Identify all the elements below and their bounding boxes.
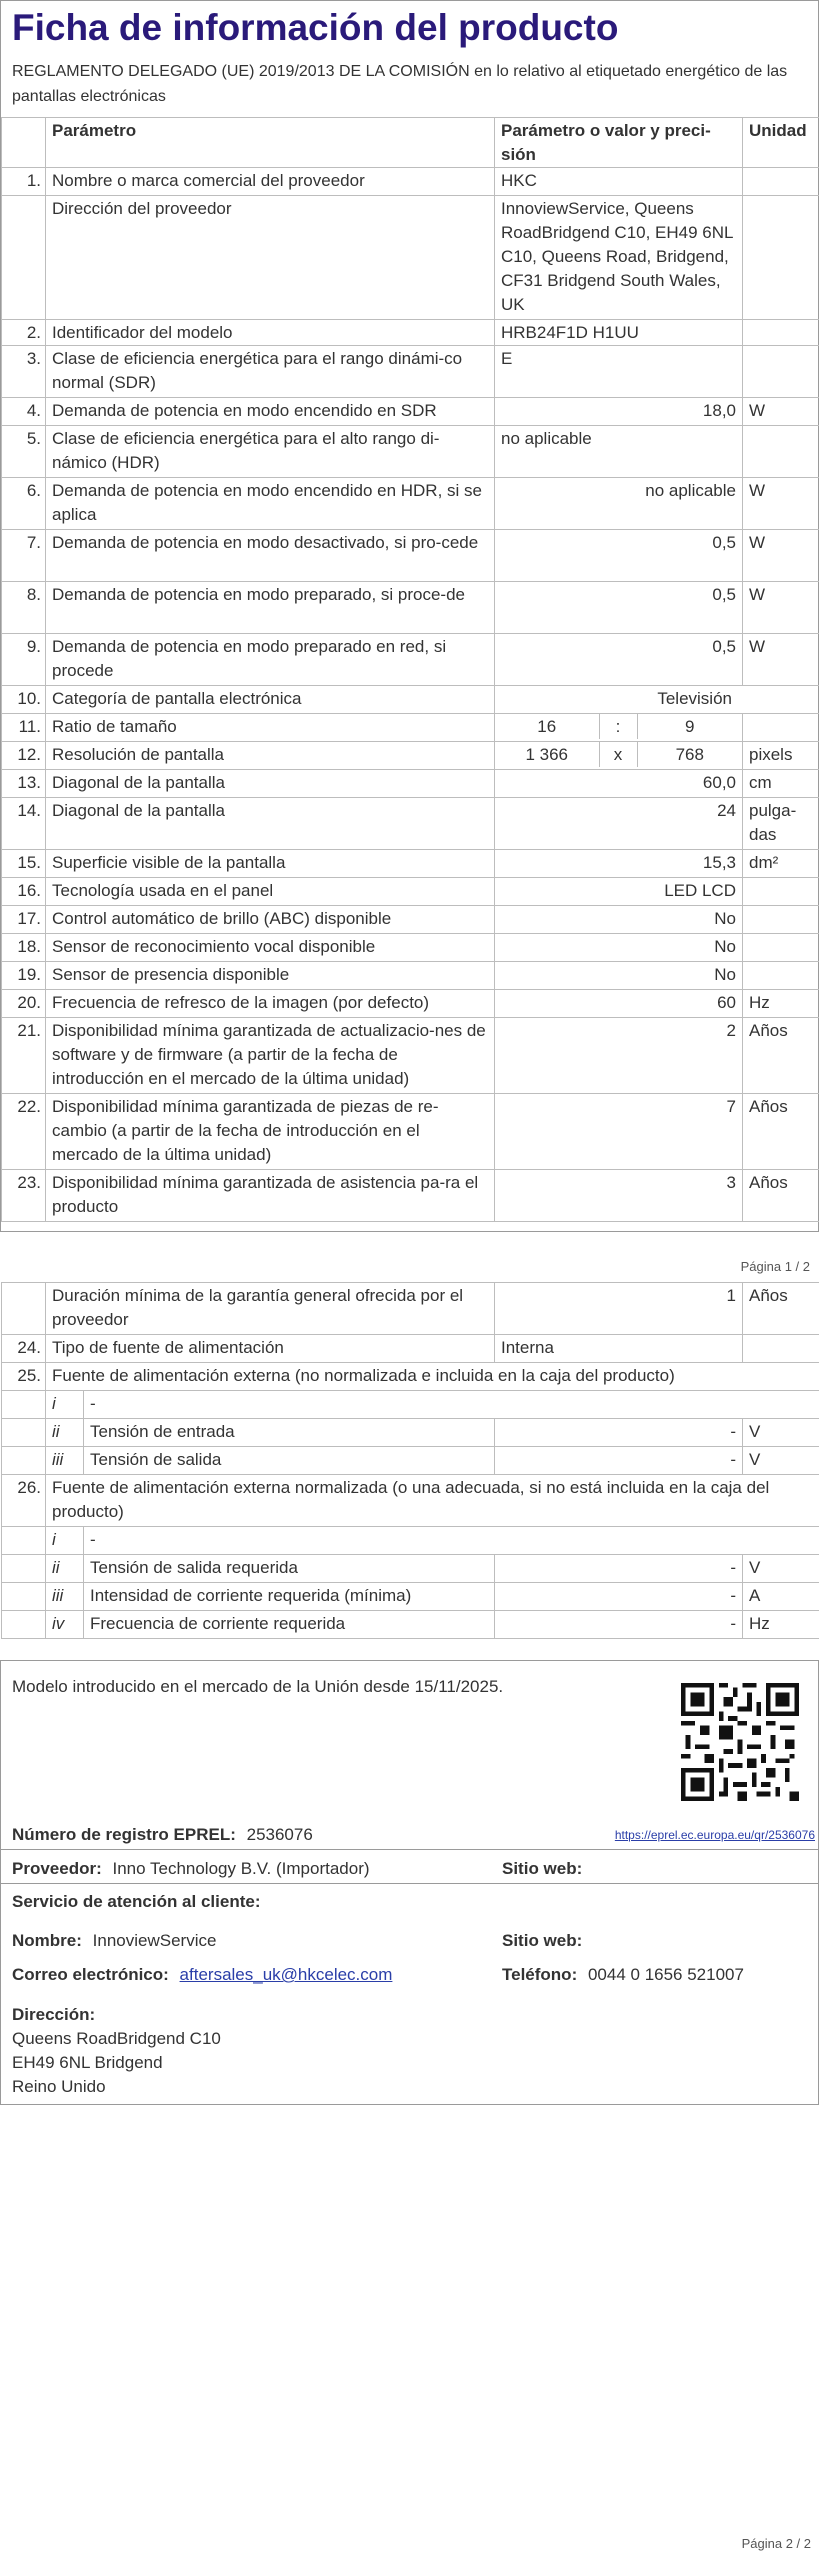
table-row: 5. Clase de eficiencia energética para el alto rango di-námico (HDR) no aplicable (2, 426, 819, 478)
customer-service-heading: Servicio de atención al cliente: (12, 1892, 261, 1911)
address-line-3: Reino Unido (12, 2077, 106, 2096)
page-number: Página 1 / 2 (740, 1259, 810, 1274)
table-row: ii Tensión de salida requerida - V (2, 1555, 819, 1583)
table-row: 17. Control automático de brillo (ABC) disponible No (2, 906, 819, 934)
table-row: 18. Sensor de reconocimiento vocal disponible No (2, 934, 819, 962)
table-row: iii Intensidad de corriente requerida (mínima) - A (2, 1583, 819, 1611)
table-row: 26. Fuente de alimentación externa normalizada (o una adecuada, si no está incluida en la caja del producto) (2, 1475, 819, 1527)
table-row: 25. Fuente de alimentación externa (no normalizada e incluida en la caja del producto) (2, 1363, 819, 1391)
table-row: 14. Diagonal de la pantalla 24 pulga-das (2, 798, 819, 850)
email-link[interactable]: aftersales_uk@hkcelec.com (179, 1965, 393, 1984)
address-line-2: EH49 6NL Bridgend (12, 2053, 163, 2072)
table-row: iv Frecuencia de corriente requerida - Hz (2, 1611, 819, 1639)
eprel-label: Número de registro EPREL: (12, 1825, 236, 1844)
table-row: 21. Disponibilidad mínima garantizada de actualizacio-nes de software y de firmware (a partir de la fecha de introducción en el mercado de la última unidad) 2 Años (2, 1018, 819, 1094)
regulation-subtitle: REGLAMENTO DELEGADO (UE) 2019/2013 DE LA COMISIÓN en lo relativo al etiquetado energético de las pantallas electrónicas (12, 63, 788, 105)
value-header: Parámetro o valor y preci-sión (495, 118, 743, 168)
table-row: 2. Identificador del modelo HRB24F1D H1UU (2, 320, 819, 346)
divider (1, 1883, 818, 1884)
table-row: 3. Clase de eficiencia energética para el rango dinámi-co normal (SDR) E (2, 346, 819, 398)
table-row: 8. Demanda de potencia en modo preparado, si proce-de 0,5 W (2, 582, 819, 634)
table-row: Duración mínima de la garantía general ofrecida por el proveedor 1 Años (2, 1283, 819, 1335)
name-value: InnoviewService (92, 1931, 217, 1950)
table-row: 7. Demanda de potencia en modo desactivado, si pro-cede 0,5 W (2, 530, 819, 582)
supplier-value: Inno Technology B.V. (Importador) (112, 1859, 370, 1878)
supplier-info-box (0, 1660, 819, 2105)
table-row: 9. Demanda de potencia en modo preparado en red, si procede 0,5 W (2, 634, 819, 686)
eprel-number: 2536076 (246, 1825, 313, 1844)
phone-value: 0044 0 1656 521007 (587, 1965, 744, 1984)
table-row: 24. Tipo de fuente de alimentación Interna (2, 1335, 819, 1363)
table-row: 1. Nombre o marca comercial del proveedor HKC (2, 168, 819, 196)
table-row: 16. Tecnología usada en el panel LED LCD (2, 878, 819, 906)
service-website-label: Sitio web: (502, 1931, 583, 1950)
address-line-1: Queens RoadBridgend C10 (12, 2029, 221, 2048)
table-row: 12. Resolución de pantalla 1 366 x 768 pixels (2, 742, 819, 770)
divider (1, 1849, 818, 1850)
product-info-table-continued (1, 1282, 819, 1639)
table-row: 15. Superficie visible de la pantalla 15,3 dm² (2, 850, 819, 878)
supplier-label: Proveedor: (12, 1859, 102, 1878)
table-row: 11. Ratio de tamaño 16 : 9 (2, 714, 819, 742)
address-label: Dirección: (12, 2005, 96, 2024)
unit-header: Unidad (743, 118, 819, 168)
table-row: 20. Frecuencia de refresco de la imagen (por defecto) 60 Hz (2, 990, 819, 1018)
table-row: 6. Demanda de potencia en modo encendido en HDR, si se aplica no aplicable W (2, 478, 819, 530)
email-label: Correo electrónico: (12, 1965, 169, 1984)
phone-label: Teléfono: (502, 1965, 578, 1984)
table-row: ii Tensión de entrada - V (2, 1419, 819, 1447)
table-row: i - (2, 1527, 819, 1555)
table-row: 13. Diagonal de la pantalla 60,0 cm (2, 770, 819, 798)
qr-code-icon (681, 1683, 799, 1801)
table-row: 23. Disponibilidad mínima garantizada de asistencia pa-ra el producto 3 Años (2, 1170, 819, 1222)
page-number-2: Página 2 / 2 (741, 2536, 811, 2551)
page-title: Ficha de información del producto (12, 7, 619, 48)
eprel-link[interactable]: https://eprel.ec.europa.eu/qr/2536076 (614, 1828, 815, 1842)
table-row: i - (2, 1391, 819, 1419)
table-row: 10. Categoría de pantalla electrónica Televisión (2, 686, 819, 714)
param-header: Parámetro (46, 118, 495, 168)
supplier-website-label: Sitio web: (502, 1859, 583, 1878)
table-row: 22. Disponibilidad mínima garantizada de piezas de re-cambio (a partir de la fecha de introducción en el mercado de la última unidad) 7 Años (2, 1094, 819, 1170)
table-row: 4. Demanda de potencia en modo encendido en SDR 18,0 W (2, 398, 819, 426)
market-date-text: Modelo introducido en el mercado de la Unión desde 15/11/2025. (12, 1677, 504, 1696)
table-row: 19. Sensor de presencia disponible No (2, 962, 819, 990)
table-row: iii Tensión de salida - V (2, 1447, 819, 1475)
table-row: Dirección del proveedor InnoviewService, Queens RoadBridgend C10, EH49 6NL C10, Queens Road, Bridgend, CF31 Bridgend South Wales, UK (2, 196, 819, 320)
name-label: Nombre: (12, 1931, 82, 1950)
table-header-row (2, 118, 819, 168)
product-info-table (1, 117, 819, 1222)
